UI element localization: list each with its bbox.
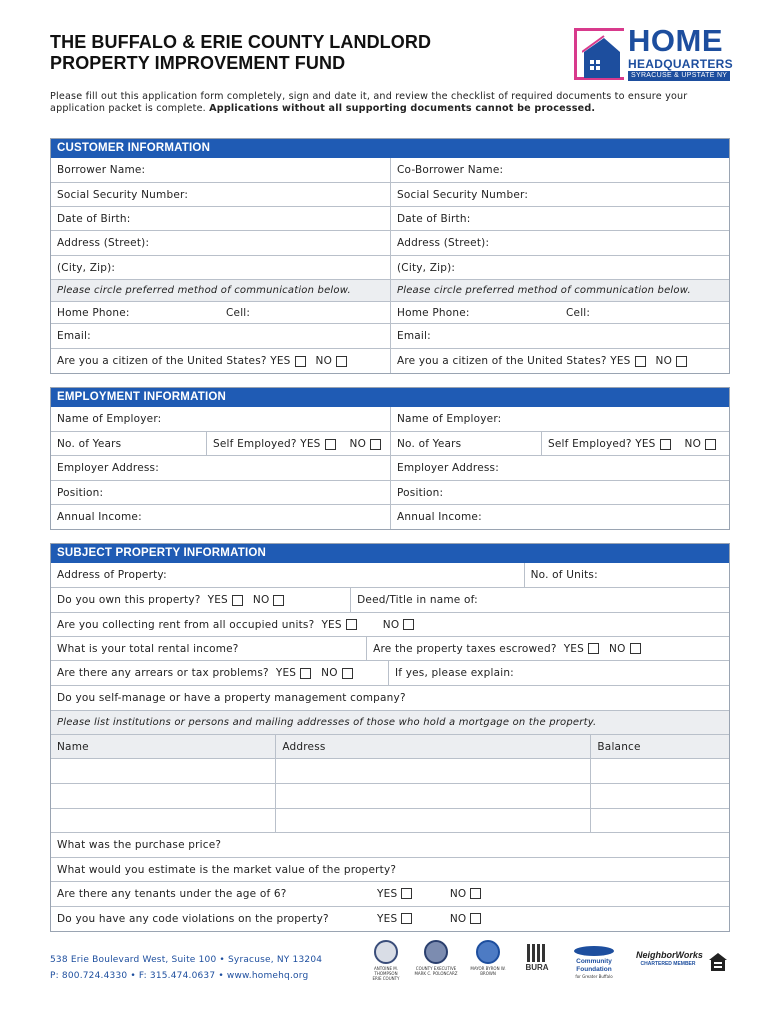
field-label: What would you estimate is the market value of the property? bbox=[57, 863, 397, 876]
note-text: Please list institutions or persons and mailing addresses of those who hold a mortgage on the property. bbox=[57, 717, 597, 728]
property-information-section bbox=[50, 543, 730, 932]
no-label: NO bbox=[609, 642, 626, 655]
field-label: Address (Street): bbox=[397, 237, 490, 249]
market-row bbox=[51, 857, 729, 881]
column-header-balance bbox=[590, 735, 729, 758]
coborrower-employer-address-field[interactable] bbox=[390, 456, 729, 480]
title-line-2: PROPERTY IMPROVEMENT FUND bbox=[50, 53, 346, 73]
question-text: Are there any arrears or tax problems? bbox=[57, 667, 269, 679]
coborrower-email-field[interactable] bbox=[390, 324, 729, 348]
no-checkbox[interactable] bbox=[470, 913, 481, 924]
home-headquarters-logo bbox=[572, 24, 732, 84]
coborrower-citizen-question bbox=[390, 349, 729, 373]
sponsor-subcaption: for Greater Buffalo bbox=[575, 974, 613, 979]
mortgage-table-header bbox=[51, 734, 729, 758]
no-checkbox[interactable] bbox=[705, 439, 716, 450]
borrower-address-field[interactable] bbox=[51, 231, 390, 255]
footer-address: 538 Erie Boulevard West, Suite 100 • Syracuse, NY 13204 bbox=[50, 955, 323, 965]
coborrower-employer-field[interactable] bbox=[390, 407, 729, 431]
arrears-question bbox=[51, 661, 388, 685]
no-label: NO bbox=[349, 438, 367, 450]
no-checkbox[interactable] bbox=[336, 356, 347, 367]
employer-name-row bbox=[51, 407, 729, 431]
field-label: Deed/Title in name of: bbox=[357, 594, 478, 606]
borrower-dob-field[interactable] bbox=[51, 207, 390, 230]
question-text: Are you a citizen of the United States? bbox=[397, 355, 607, 367]
borrower-name-field[interactable] bbox=[51, 158, 390, 182]
communication-note-row bbox=[51, 279, 729, 301]
question-text: Are there any tenants under the age of 6? bbox=[57, 888, 287, 900]
no-label: NO bbox=[382, 618, 400, 631]
violations-question bbox=[51, 907, 729, 931]
coborrower-dob-field[interactable] bbox=[390, 207, 729, 230]
no-checkbox[interactable] bbox=[470, 888, 481, 899]
table-row bbox=[51, 808, 729, 832]
field-label: Employer Address: bbox=[57, 462, 159, 474]
instructions-bold: Applications without all supporting documents cannot be processed. bbox=[209, 102, 596, 114]
customer-information-section bbox=[50, 138, 730, 374]
yes-checkbox[interactable] bbox=[401, 913, 412, 924]
collecting-row bbox=[51, 612, 729, 636]
title-line-1: THE BUFFALO & ERIE COUNTY LANDLORD bbox=[50, 32, 432, 52]
question-text: Are the property taxes escrowed? bbox=[373, 642, 557, 655]
seal-icon bbox=[424, 940, 448, 964]
field-label: Email: bbox=[57, 330, 91, 342]
yes-checkbox[interactable] bbox=[232, 595, 243, 606]
escrowed-question bbox=[366, 637, 729, 660]
name-cell[interactable] bbox=[51, 784, 275, 808]
rental-income-row bbox=[51, 636, 729, 660]
no-label: NO bbox=[449, 913, 467, 925]
question-text: Are you a citizen of the United States? bbox=[57, 355, 267, 367]
field-label: Address of Property: bbox=[57, 569, 167, 581]
violations-options bbox=[377, 913, 491, 925]
coborrower-city-zip-field[interactable] bbox=[390, 256, 729, 279]
question-text: Self Employed? bbox=[548, 438, 632, 450]
communication-note bbox=[51, 280, 390, 301]
sponsor-caption: MAYOR BYRON W. BROWN bbox=[470, 966, 506, 976]
property-address-row bbox=[51, 563, 729, 587]
cell-label: Cell: bbox=[226, 306, 251, 319]
form-title bbox=[50, 32, 431, 74]
name-cell[interactable] bbox=[51, 809, 275, 832]
column-header-name bbox=[51, 735, 275, 758]
no-checkbox[interactable] bbox=[370, 439, 381, 450]
logo-headquarters-text: HEADQUARTERS bbox=[628, 57, 733, 71]
communication-note bbox=[390, 280, 729, 301]
header-text: Address bbox=[282, 740, 326, 753]
footer-contact bbox=[50, 952, 322, 984]
sponsor-subcaption: CHARTERED MEMBER bbox=[640, 961, 696, 967]
borrower-email-field[interactable] bbox=[51, 324, 390, 348]
employer-address-row bbox=[51, 455, 729, 480]
field-label: Annual Income: bbox=[397, 511, 482, 523]
address-cell[interactable] bbox=[275, 809, 590, 832]
header-text: Balance bbox=[597, 740, 641, 753]
mortgage-note-row bbox=[51, 710, 729, 734]
borrower-city-zip-field[interactable] bbox=[51, 256, 390, 279]
coborrower-address-field[interactable] bbox=[390, 231, 729, 255]
no-label: NO bbox=[252, 594, 270, 606]
question-text: Are you collecting rent from all occupied units? bbox=[57, 618, 315, 631]
home-phone-label: Home Phone: bbox=[57, 306, 130, 319]
bura-logo bbox=[522, 942, 552, 972]
header-text: Name bbox=[57, 740, 89, 753]
sponsor-caption: Community Foundation bbox=[576, 958, 612, 973]
phone-row bbox=[51, 301, 729, 323]
yes-checkbox[interactable] bbox=[660, 439, 671, 450]
city-zip-row bbox=[51, 255, 729, 279]
field-label: (City, Zip): bbox=[57, 261, 116, 274]
yes-label: YES bbox=[321, 618, 342, 631]
email-row bbox=[51, 323, 729, 348]
field-label: Name of Employer: bbox=[397, 413, 502, 425]
purchase-row bbox=[51, 832, 729, 857]
property-address-field[interactable] bbox=[51, 563, 524, 587]
yes-checkbox[interactable] bbox=[295, 356, 306, 367]
manage-row bbox=[51, 685, 729, 710]
sponsor-logos bbox=[366, 940, 732, 984]
market-value-field[interactable] bbox=[51, 858, 729, 881]
arrears-row bbox=[51, 660, 729, 685]
borrower-years-field[interactable] bbox=[51, 432, 390, 455]
coborrower-years-field[interactable] bbox=[390, 432, 729, 455]
coborrower-name-field[interactable] bbox=[390, 158, 729, 182]
tenants-options bbox=[377, 888, 491, 900]
community-foundation-logo bbox=[558, 946, 630, 979]
no-label: NO bbox=[449, 888, 467, 900]
yes-checkbox[interactable] bbox=[588, 643, 599, 654]
mortgage-note bbox=[51, 711, 729, 734]
logo-tagline: SYRACUSE & UPSTATE NY bbox=[628, 71, 730, 81]
question-text: Self Employed? bbox=[213, 438, 297, 450]
no-checkbox[interactable] bbox=[630, 643, 641, 654]
equal-housing-icon bbox=[708, 952, 728, 972]
units-field[interactable] bbox=[524, 563, 729, 587]
instructions bbox=[50, 91, 730, 114]
income-row bbox=[51, 504, 729, 529]
no-checkbox[interactable] bbox=[676, 356, 687, 367]
table-row bbox=[51, 758, 729, 783]
yes-label: YES bbox=[207, 594, 228, 606]
sponsor-caption: NeighborWorks bbox=[636, 950, 703, 960]
seal-icon bbox=[374, 940, 398, 964]
field-label: What is your total rental income? bbox=[57, 642, 239, 655]
tenants-row bbox=[51, 881, 729, 906]
yes-label: YES bbox=[275, 667, 297, 679]
field-label: Social Security Number: bbox=[397, 188, 529, 201]
no-label: NO bbox=[655, 355, 673, 367]
coborrower-income-field[interactable] bbox=[390, 505, 729, 529]
note-text: Please circle preferred method of communication below. bbox=[57, 285, 351, 296]
years-row bbox=[51, 431, 729, 455]
name-row bbox=[51, 158, 729, 182]
oval-icon bbox=[574, 946, 614, 956]
no-label: NO bbox=[321, 667, 338, 679]
field-label: Date of Birth: bbox=[397, 212, 471, 225]
borrower-position-field[interactable] bbox=[51, 481, 390, 504]
yes-label: YES bbox=[610, 355, 631, 367]
field-label: What was the purchase price? bbox=[57, 839, 222, 851]
mayor-seal bbox=[466, 940, 510, 976]
yes-checkbox[interactable] bbox=[325, 439, 336, 450]
violations-row bbox=[51, 906, 729, 931]
column-header-address bbox=[275, 735, 590, 758]
coborrower-position-field[interactable] bbox=[390, 481, 729, 504]
field-label: If yes, please explain: bbox=[395, 667, 514, 679]
field-label: No. of Units: bbox=[530, 569, 598, 581]
question-text: Do you own this property? bbox=[57, 594, 201, 606]
field-label: Do you self-manage or have a property management company? bbox=[57, 692, 406, 704]
coborrower-phone-field[interactable] bbox=[390, 302, 729, 323]
note-text: Please circle preferred method of communication below. bbox=[397, 285, 691, 296]
home-phone-label: Home Phone: bbox=[397, 306, 470, 319]
sponsor-caption: COUNTY EXECUTIVE MARK C. POLONCARZ bbox=[414, 966, 458, 976]
house-icon bbox=[582, 34, 622, 78]
no-checkbox[interactable] bbox=[342, 668, 353, 679]
instructions-text: Please fill out this application form completely, sign and date it, and review the checklist of required documents to ensure your application packet is complete. bbox=[50, 91, 688, 114]
employment-information-section bbox=[50, 387, 730, 530]
borrower-income-field[interactable] bbox=[51, 505, 390, 529]
years-label: No. of Years bbox=[397, 437, 462, 450]
purchase-price-field[interactable] bbox=[51, 833, 729, 857]
yes-label: YES bbox=[377, 888, 398, 900]
yes-checkbox[interactable] bbox=[300, 668, 311, 679]
borrower-ssn-field[interactable] bbox=[51, 183, 390, 206]
section-heading: CUSTOMER INFORMATION bbox=[51, 139, 729, 158]
field-label: Email: bbox=[397, 330, 431, 342]
no-label: NO bbox=[684, 438, 702, 450]
yes-label: YES bbox=[377, 913, 398, 925]
self-employed-question bbox=[206, 432, 381, 455]
name-cell[interactable] bbox=[51, 759, 275, 783]
cell-label: Cell: bbox=[566, 306, 591, 319]
ssn-row bbox=[51, 182, 729, 206]
own-question bbox=[51, 588, 350, 612]
field-label: Social Security Number: bbox=[57, 188, 189, 201]
no-label: NO bbox=[315, 355, 333, 367]
field-label: Position: bbox=[57, 486, 104, 499]
section-heading: EMPLOYMENT INFORMATION bbox=[51, 388, 729, 407]
address-cell[interactable] bbox=[275, 784, 590, 808]
seal-icon bbox=[476, 940, 500, 964]
field-label: (City, Zip): bbox=[397, 261, 456, 274]
field-label: Position: bbox=[397, 486, 444, 499]
borrower-citizen-question bbox=[51, 349, 390, 373]
field-label: Annual Income: bbox=[57, 511, 142, 523]
coborrower-ssn-field[interactable] bbox=[390, 183, 729, 206]
bura-columns-icon bbox=[526, 942, 548, 962]
sponsor-caption: BURA bbox=[525, 963, 549, 972]
yes-label: YES bbox=[300, 438, 321, 450]
section-heading: SUBJECT PROPERTY INFORMATION bbox=[51, 544, 729, 563]
years-label: No. of Years bbox=[57, 437, 122, 450]
yes-label: YES bbox=[270, 355, 291, 367]
address-cell[interactable] bbox=[275, 759, 590, 783]
footer-phone-web: P: 800.724.4330 • F: 315.474.0637 • www.homehq.org bbox=[50, 971, 309, 981]
yes-label: YES bbox=[563, 642, 585, 655]
self-employed-question bbox=[541, 432, 716, 455]
erie-county-seal bbox=[366, 940, 406, 981]
logo-home-text: HOME bbox=[628, 23, 723, 58]
collecting-question bbox=[51, 613, 729, 636]
address-row bbox=[51, 230, 729, 255]
county-executive-seal bbox=[414, 940, 458, 976]
field-label: Borrower Name: bbox=[57, 164, 146, 176]
field-label: Employer Address: bbox=[397, 462, 499, 474]
deed-field[interactable] bbox=[350, 588, 729, 612]
borrower-phone-field[interactable] bbox=[51, 302, 390, 323]
rental-income-field[interactable] bbox=[51, 637, 366, 660]
balance-cell[interactable] bbox=[590, 759, 729, 783]
explain-field[interactable] bbox=[388, 661, 729, 685]
yes-checkbox[interactable] bbox=[635, 356, 646, 367]
dob-row bbox=[51, 206, 729, 230]
neighborworks-logo bbox=[636, 950, 703, 968]
field-label: Co-Borrower Name: bbox=[397, 164, 504, 176]
field-label: Date of Birth: bbox=[57, 212, 131, 225]
no-checkbox[interactable] bbox=[273, 595, 284, 606]
equal-housing-logo bbox=[706, 952, 730, 973]
position-row bbox=[51, 480, 729, 504]
sponsor-caption: ANTOINE M. THOMPSON ERIE COUNTY bbox=[372, 966, 400, 981]
borrower-employer-address-field[interactable] bbox=[51, 456, 390, 480]
borrower-employer-field[interactable] bbox=[51, 407, 390, 431]
yes-checkbox[interactable] bbox=[401, 888, 412, 899]
balance-cell[interactable] bbox=[590, 784, 729, 808]
citizen-row bbox=[51, 348, 729, 373]
question-text: Do you have any code violations on the property? bbox=[57, 913, 329, 925]
yes-label: YES bbox=[635, 438, 656, 450]
own-row bbox=[51, 587, 729, 612]
table-row bbox=[51, 783, 729, 808]
balance-cell[interactable] bbox=[590, 809, 729, 832]
yes-checkbox[interactable] bbox=[346, 619, 357, 630]
manage-field[interactable] bbox=[51, 686, 729, 710]
field-label: Name of Employer: bbox=[57, 413, 162, 425]
no-checkbox[interactable] bbox=[403, 619, 414, 630]
field-label: Address (Street): bbox=[57, 237, 150, 249]
tenants-question bbox=[51, 882, 729, 906]
